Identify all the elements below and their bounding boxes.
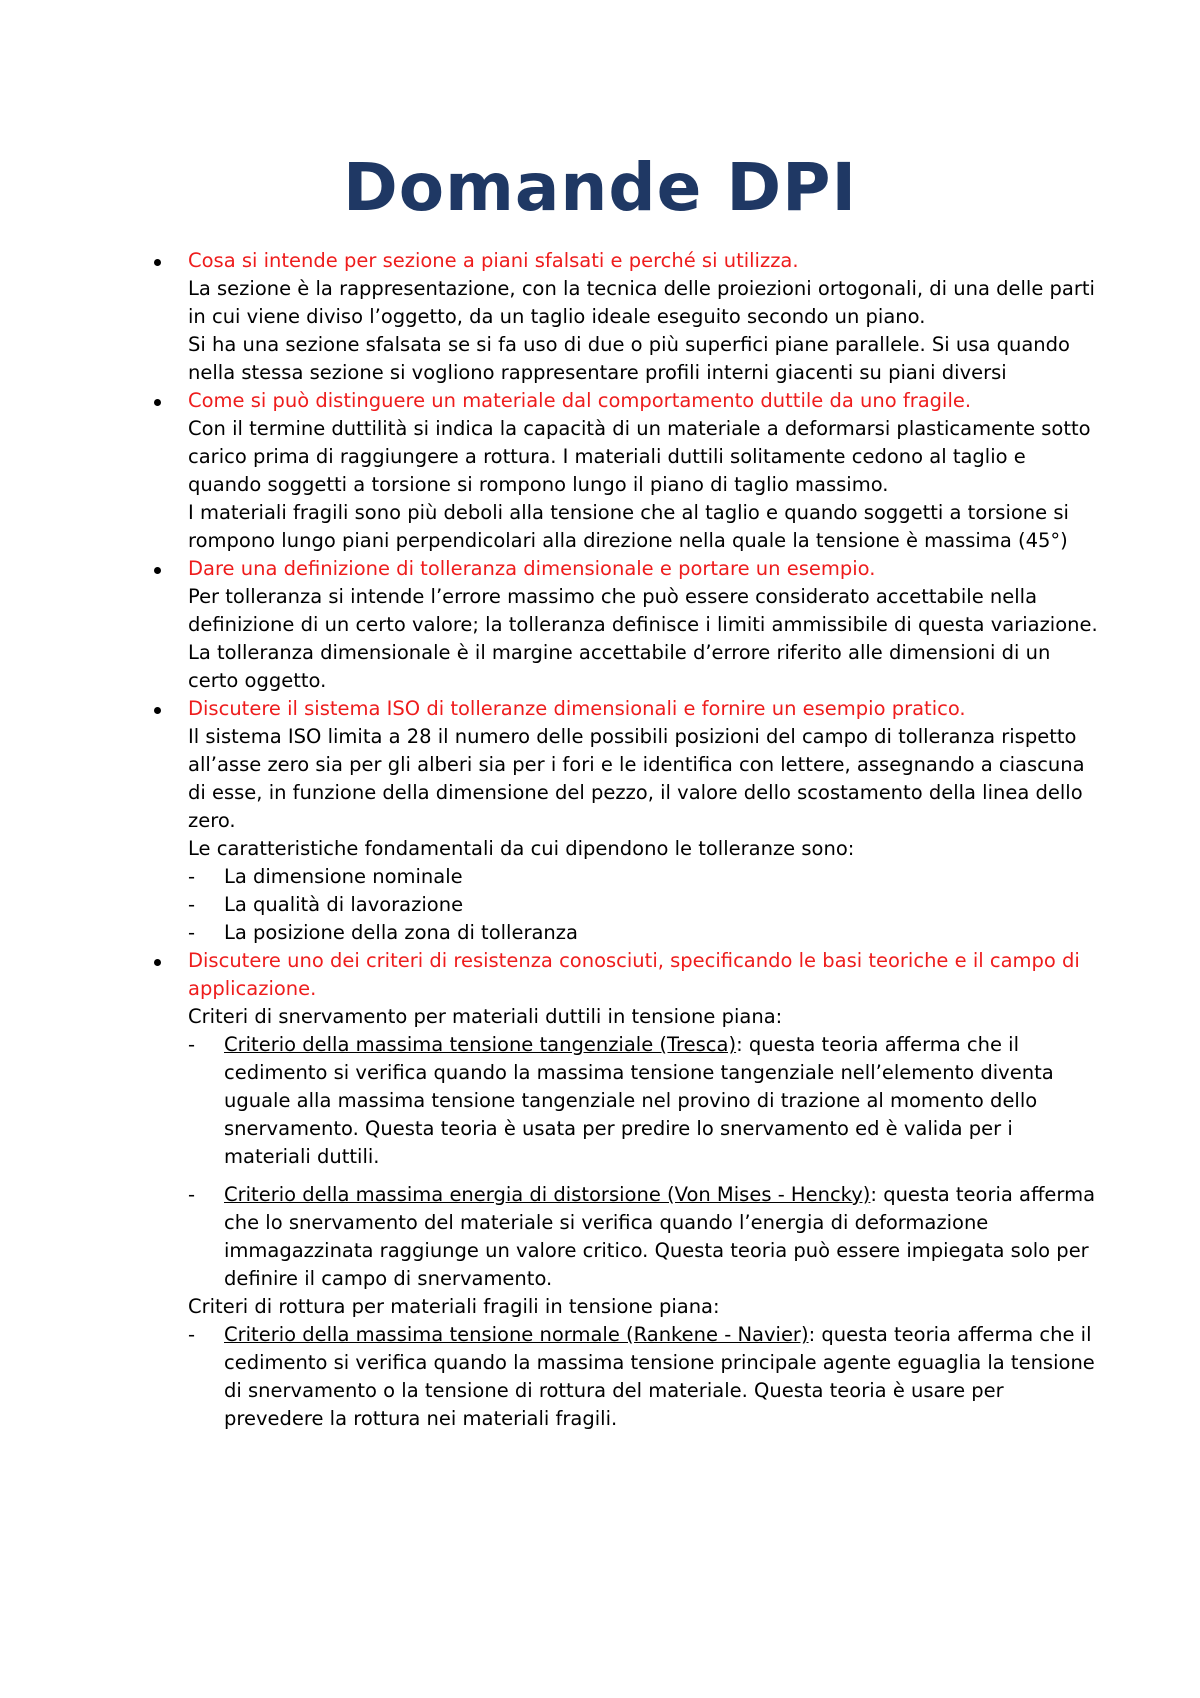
answer-paragraph: Si ha una sezione sfalsata se si fa uso di due o più superfici piane parallele. Si usa quando nella stessa sezione si vogliono rappresentare profili interni giacenti su piani diversi — [188, 333, 1070, 384]
spacer — [188, 1171, 1100, 1181]
answer-paragraph: La sezione è la rappresentazione, con la tecnica delle proiezioni ortogonali, di una delle parti in cui viene diviso l’oggetto, da un taglio ideale eseguito secondo un piano. — [188, 277, 1095, 328]
answer-paragraph: Criteri di rottura per materiali fragili in tensione piana: — [188, 1295, 720, 1318]
criterion-text: : questa teoria afferma che il cedimento si verifica quando la massima tensione tangenziale nell’elemento diventa uguale alla massima tensione tangenziale nel provino di trazione al momento dello snervamento. Questa teoria è usata per predire lo snervamento ed è valida per i materiali duttili. — [224, 1033, 1054, 1168]
question-text: Discutere il sistema ISO di tolleranze dimensionali e fornire un esempio pratico. — [188, 697, 966, 720]
criterion-text: : questa teoria afferma che lo snervamento del materiale si verifica quando l’energia di deformazione immagazzinata raggiunge un valore critico. Questa teoria può essere impiegata solo per definire il campo di snervamento. — [224, 1183, 1096, 1290]
question-item — [150, 947, 1100, 1433]
question-item — [150, 247, 1100, 387]
question-text: Dare una definizione di tolleranza dimensionale e portare un esempio. — [188, 557, 876, 580]
dash-icon: - — [188, 1033, 196, 1056]
criterion-title: Criterio della massima tensione normale (Rankene - Navier) — [224, 1323, 809, 1346]
bullet-icon — [154, 567, 161, 574]
list-item-text: La posizione della zona di tolleranza — [224, 921, 578, 944]
answer-paragraph: Le caratteristiche fondamentali da cui dipendono le tolleranze sono: — [188, 837, 855, 860]
bullet-icon — [154, 707, 161, 714]
question-text: Come si può distinguere un materiale dal comportamento duttile da uno fragile. — [188, 389, 972, 412]
dash-icon: - — [188, 1183, 196, 1206]
dash-icon: - — [188, 893, 196, 916]
dash-icon: - — [188, 921, 196, 944]
question-text: Discutere uno dei criteri di resistenza conosciuti, specificando le basi teoriche e il campo di applicazione. — [188, 949, 1080, 1000]
list-item-text: La qualità di lavorazione — [224, 893, 464, 916]
bullet-icon — [154, 399, 161, 406]
list-item — [188, 891, 1100, 919]
document-body — [150, 247, 1100, 1433]
answer-paragraph: Per tolleranza si intende l’errore massimo che può essere considerato accettabile nella definizione di un certo valore; la tolleranza definisce i limiti ammissibile di questa variazione. La tolleranza dimensionale è il margine accettabile d’errore riferito alle dimensioni di un certo oggetto. — [188, 585, 1098, 692]
criterion-text: : questa teoria afferma che il cedimento si verifica quando la massima tensione principale agente eguaglia la tensione di snervamento o la tensione di rottura del materiale. Questa teoria è usare per prevedere la rottura nei materiali fragili. — [224, 1323, 1095, 1430]
answer-paragraph: Il sistema ISO limita a 28 il numero delle possibili posizioni del campo di tolleranza rispetto all’asse zero sia per gli alberi sia per i fori e le identifica con lettere, assegnando a ciascuna di esse, in funzione della dimensione del pezzo, il valore dello scostamento della linea dello zero. — [188, 725, 1085, 832]
question-item — [150, 695, 1100, 947]
answer-paragraph: I materiali fragili sono più deboli alla tensione che al taglio e quando soggetti a torsione si rompono lungo piani perpendicolari alla direzione nella quale la tensione è massima (45°) — [188, 501, 1069, 552]
list-item — [188, 863, 1100, 891]
dash-icon: - — [188, 1323, 196, 1346]
dash-icon: - — [188, 865, 196, 888]
bullet-icon — [154, 959, 161, 966]
bullet-icon — [154, 259, 161, 266]
answer-paragraph: Criteri di snervamento per materiali duttili in tensione piana: — [188, 1005, 783, 1028]
criterion-item — [188, 1031, 1100, 1171]
answer-paragraph: Con il termine duttilità si indica la capacità di un materiale a deformarsi plasticamente sotto carico prima di raggiungere a rottura. I materiali duttili solitamente cedono al taglio e quando soggetti a torsione si rompono lungo il piano di taglio massimo. — [188, 417, 1091, 496]
question-item — [150, 387, 1100, 555]
question-item — [150, 555, 1100, 695]
page-title: Domande DPI — [342, 149, 858, 226]
criterion-title: Criterio della massima energia di distorsione (Von Mises - Hencky) — [224, 1183, 871, 1206]
list-item — [188, 919, 1100, 947]
question-text: Cosa si intende per sezione a piani sfalsati e perché si utilizza. — [188, 249, 799, 272]
list-item-text: La dimensione nominale — [224, 865, 463, 888]
criterion-item — [188, 1181, 1100, 1293]
criterion-title: Criterio della massima tensione tangenziale (Tresca) — [224, 1033, 737, 1056]
criterion-item — [188, 1321, 1100, 1433]
